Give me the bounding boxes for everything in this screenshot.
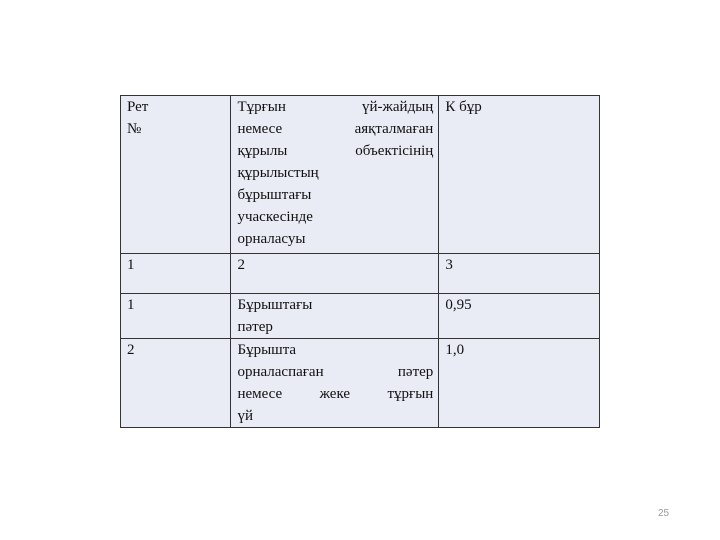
row-location-line: Бұрыштағы: [237, 297, 313, 313]
table-header-row: [121, 96, 600, 254]
header-cell-number: [121, 96, 231, 254]
row-location-word: немесе: [237, 386, 283, 402]
header-location-line: бұрыштағы: [237, 187, 312, 203]
table-row: [121, 294, 600, 339]
row-coefficient-cell: 1,0: [439, 339, 600, 428]
row-location-line: [237, 361, 433, 383]
row-coefficient-cell: 3: [439, 254, 600, 294]
row-location-line: үй: [237, 408, 253, 424]
header-location-line: орналасуы: [237, 231, 306, 247]
header-location-line: құрылыстың: [237, 165, 319, 181]
row-number-cell: 1: [121, 254, 231, 294]
header-location-word: аяқталмаған: [354, 121, 434, 137]
header-location-word: Тұрғын: [237, 99, 286, 115]
header-location-word: объектісінің: [355, 143, 434, 159]
row-location-line: Бұрышта: [237, 342, 297, 358]
row-location-word: жеке: [319, 386, 351, 402]
header-location-line: [237, 118, 433, 140]
header-location-word: немесе: [237, 121, 283, 137]
row-location-word: пәтер: [397, 364, 434, 380]
header-location-line: учаскесінде: [237, 209, 313, 225]
row-location-cell: [231, 339, 439, 428]
row-location-word: тұрғын: [387, 386, 434, 402]
row-location-word: орналаспаған: [237, 364, 324, 380]
table-row: [121, 339, 600, 428]
row-location-cell: [231, 294, 439, 339]
header-number-line: №: [127, 121, 142, 137]
row-number-cell: 2: [121, 339, 231, 428]
row-location-line: пәтер: [237, 319, 273, 335]
row-number-cell: 1: [121, 294, 231, 339]
header-cell-location: [231, 96, 439, 254]
header-location-word: құрылы: [237, 143, 288, 159]
header-location-word: үй-жайдың: [362, 99, 434, 115]
header-location-line: [237, 96, 433, 118]
table-row: [121, 254, 600, 294]
page-number: 25: [658, 508, 670, 519]
coefficient-table: [120, 95, 600, 428]
header-cell-coefficient: К бұр: [439, 96, 600, 254]
row-location-cell: 2: [231, 254, 439, 294]
header-location-line: [237, 140, 433, 162]
row-coefficient-cell: 0,95: [439, 294, 600, 339]
row-location-line: [237, 383, 433, 405]
header-number-line: Рет: [127, 99, 149, 115]
